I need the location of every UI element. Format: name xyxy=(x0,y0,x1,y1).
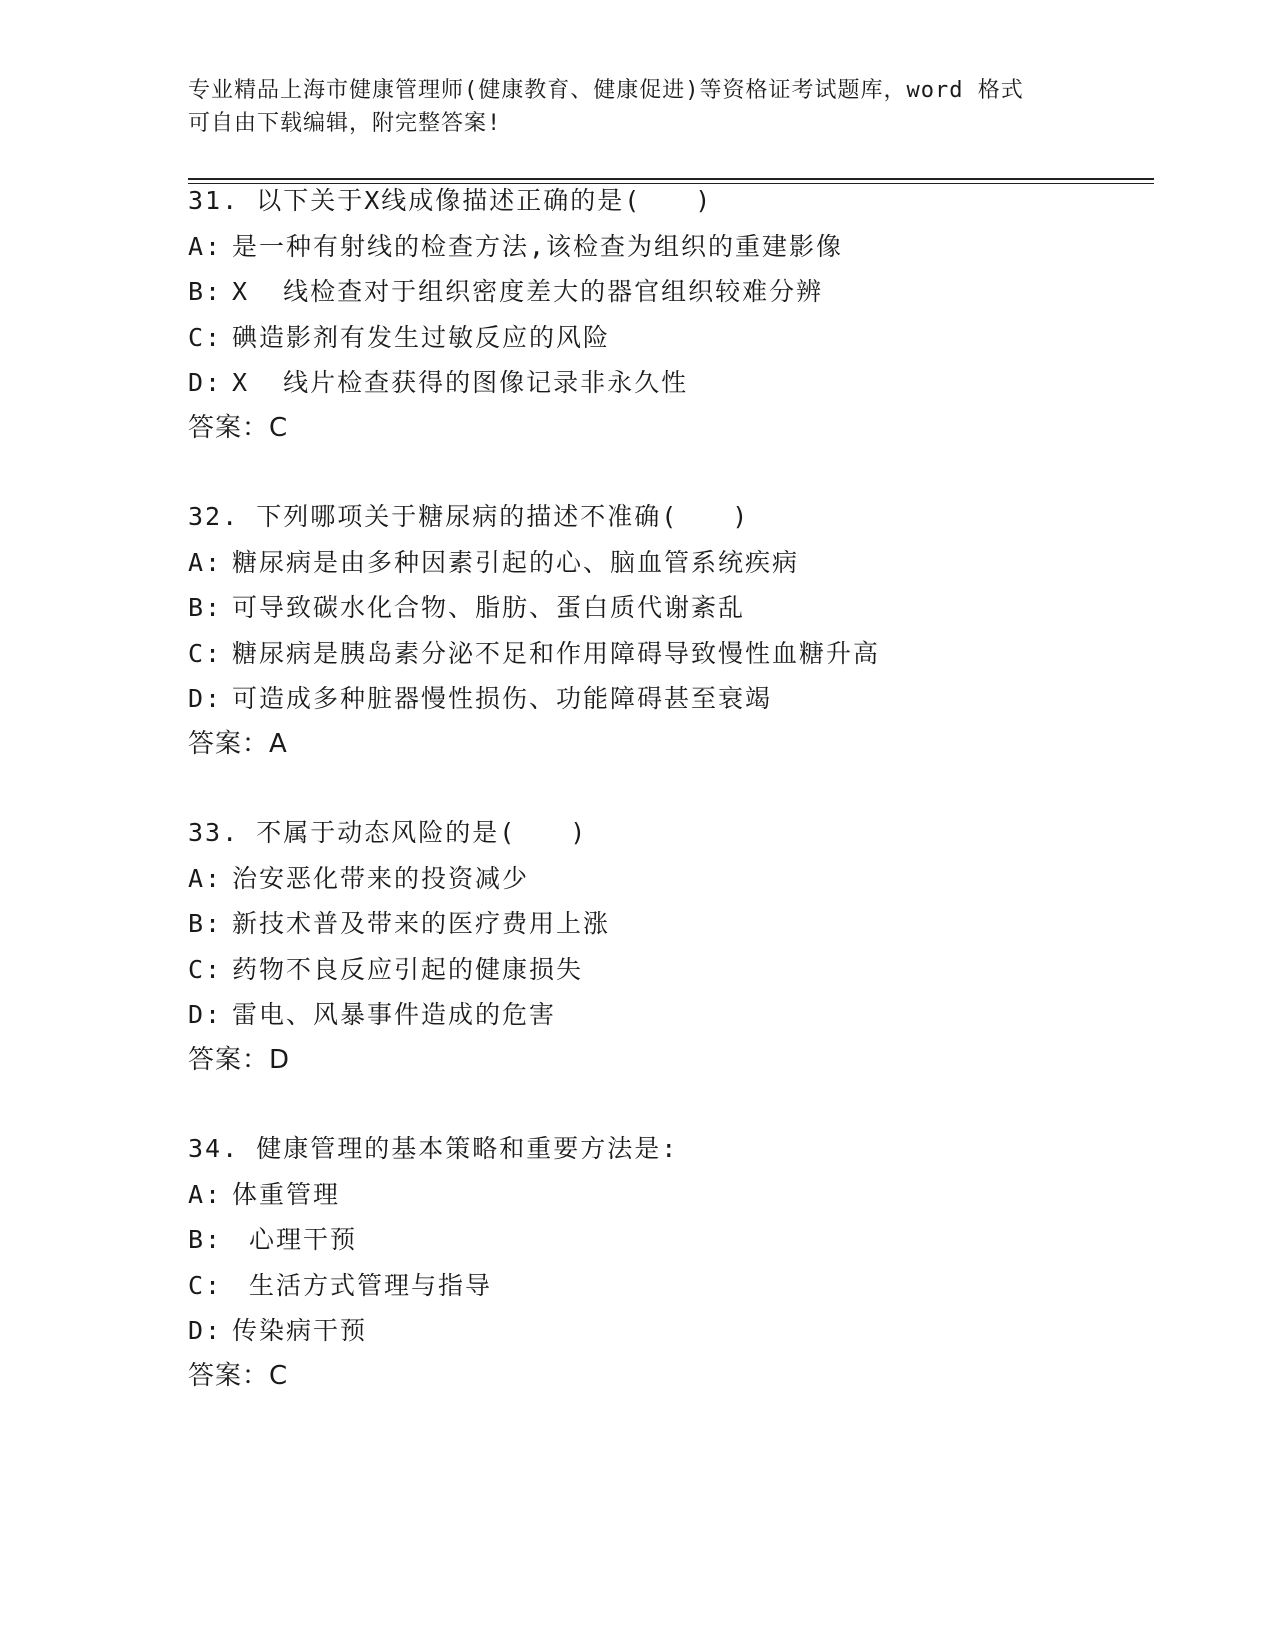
question-stem: 32. 下列哪项关于糖尿病的描述不准确( ) xyxy=(188,502,750,531)
option-text: 药物不良反应引起的健康损失 xyxy=(232,954,584,984)
answer-line: 答案：A xyxy=(188,728,288,759)
option-letter: D: xyxy=(188,684,223,713)
option-text: 治安恶化带来的投资减少 xyxy=(232,863,530,893)
option-letter: A: xyxy=(188,863,223,893)
answer-line: 答案：D xyxy=(188,1044,291,1075)
option-text: 传染病干预 xyxy=(232,1316,368,1345)
question-31 xyxy=(188,178,1168,451)
option-a xyxy=(188,1172,1168,1218)
option-letter: D: xyxy=(188,1316,223,1345)
option-text: 是一种有射线的检查方法,该检查为组织的重建影像 xyxy=(232,231,844,261)
option-c xyxy=(188,947,1168,993)
option-a xyxy=(188,224,1168,270)
option-text: X 线检查对于组织密度差大的器官组织较难分辨 xyxy=(232,277,824,306)
option-b xyxy=(188,1217,1168,1263)
option-d xyxy=(188,360,1168,406)
header-line-1: 专业精品上海市健康管理师(健康教育、健康促进)等资格证考试题库，word 格式 xyxy=(188,78,1024,103)
option-letter: B: xyxy=(188,593,223,622)
option-text: 生活方式管理与指导 xyxy=(232,1270,493,1300)
option-letter: C: xyxy=(188,322,223,352)
question-stem: 31. 以下关于X线成像描述正确的是( ) xyxy=(188,186,713,215)
option-letter: A: xyxy=(188,547,223,577)
option-text: 糖尿病是胰岛素分泌不足和作用障碍导致慢性血糖升高 xyxy=(232,638,881,668)
question-stem: 34. 健康管理的基本策略和重要方法是: xyxy=(188,1134,679,1163)
option-b xyxy=(188,901,1168,947)
option-letter: D: xyxy=(188,368,223,397)
option-text: 体重管理 xyxy=(232,1179,341,1209)
question-34 xyxy=(188,1126,1168,1399)
option-d xyxy=(188,1308,1168,1354)
document-header xyxy=(188,74,1088,140)
option-c xyxy=(188,1263,1168,1309)
answer-line: 答案：C xyxy=(188,412,289,443)
option-a xyxy=(188,856,1168,902)
option-letter: C: xyxy=(188,638,223,668)
option-letter: C: xyxy=(188,954,223,984)
option-letter: B: xyxy=(188,277,223,306)
option-text: X 线片检查获得的图像记录非永久性 xyxy=(232,368,689,397)
option-a xyxy=(188,540,1168,586)
header-line-2: 可自由下载编辑，附完整答案! xyxy=(188,111,502,136)
option-text: 碘造影剂有发生过敏反应的风险 xyxy=(232,322,611,352)
option-letter: A: xyxy=(188,231,223,261)
option-d xyxy=(188,992,1168,1038)
question-32 xyxy=(188,494,1168,767)
option-text: 心理干预 xyxy=(232,1225,358,1254)
option-c xyxy=(188,315,1168,361)
option-text: 可造成多种脏器慢性损伤、功能障碍甚至衰竭 xyxy=(232,684,773,713)
option-letter: D: xyxy=(188,1000,223,1029)
answer-line: 答案：C xyxy=(188,1360,289,1391)
option-letter: C: xyxy=(188,1270,223,1300)
question-stem: 33. 不属于动态风险的是( ) xyxy=(188,818,588,847)
option-letter: B: xyxy=(188,909,223,938)
option-b xyxy=(188,269,1168,315)
option-text: 雷电、风暴事件造成的危害 xyxy=(232,1000,557,1029)
option-d xyxy=(188,676,1168,722)
question-33 xyxy=(188,810,1168,1083)
option-text: 糖尿病是由多种因素引起的心、脑血管系统疾病 xyxy=(232,547,800,577)
option-c xyxy=(188,631,1168,677)
option-text: 可导致碳水化合物、脂肪、蛋白质代谢紊乱 xyxy=(232,593,746,622)
option-letter: B: xyxy=(188,1225,223,1254)
option-b xyxy=(188,585,1168,631)
option-letter: A: xyxy=(188,1179,223,1209)
option-text: 新技术普及带来的医疗费用上涨 xyxy=(232,909,611,938)
